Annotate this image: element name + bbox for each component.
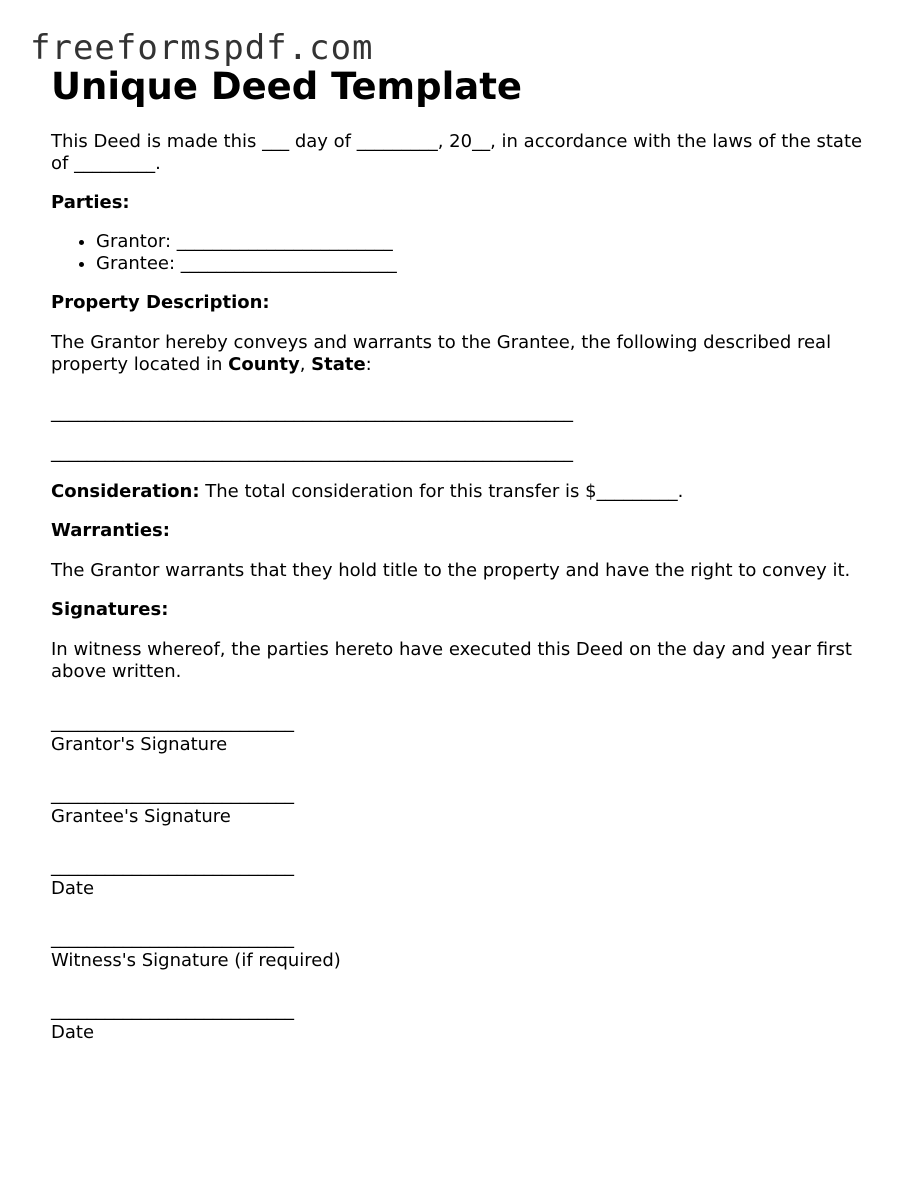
signatures-heading: Signatures: bbox=[51, 599, 169, 620]
signatures-paragraph: In witness whereof, the parties hereto have executed this Deed on the day and year first above written. bbox=[51, 639, 852, 682]
property-line-2: __________________________________________________________ bbox=[51, 442, 573, 463]
property-text: The Grantor hereby conveys and warrants to the Grantee, the following described real property located in bbox=[51, 332, 832, 375]
consideration-text: The total consideration for this transfer is $_________. bbox=[199, 481, 684, 502]
signature-block-grantor bbox=[51, 712, 881, 756]
signature-line: ___________________________ bbox=[51, 712, 294, 733]
parties-list bbox=[51, 231, 881, 275]
grantee-item: • Grantee: ________________________ bbox=[96, 253, 881, 275]
signature-label: Date bbox=[51, 878, 95, 899]
signature-block-witness bbox=[51, 928, 881, 972]
property-paragraph bbox=[51, 332, 881, 376]
watermark: freeformspdf.com bbox=[30, 28, 374, 68]
document-page bbox=[51, 64, 881, 1044]
signature-block-witness-date bbox=[51, 1000, 881, 1044]
property-heading: Property Description: bbox=[51, 292, 270, 313]
signature-label: Date bbox=[51, 1022, 95, 1043]
warranties-heading: Warranties: bbox=[51, 520, 170, 541]
grantor-item: • Grantor: ________________________ bbox=[96, 231, 881, 253]
signature-line: ___________________________ bbox=[51, 784, 294, 805]
signature-block-grantee bbox=[51, 784, 881, 828]
signature-label: Grantee's Signature bbox=[51, 806, 231, 827]
property-line-1: __________________________________________________________ bbox=[51, 402, 573, 423]
warranties-paragraph: The Grantor warrants that they hold title to the property and have the right to convey it. bbox=[51, 560, 851, 581]
signature-line: ___________________________ bbox=[51, 928, 294, 949]
parties-heading: Parties: bbox=[51, 192, 130, 213]
consideration-label: Consideration: bbox=[51, 481, 200, 502]
signature-line: ___________________________ bbox=[51, 856, 294, 877]
intro-paragraph: This Deed is made this ___ day of _________, 20__, in accordance with the laws of the state of _________. bbox=[51, 131, 863, 174]
signature-label: Witness's Signature (if required) bbox=[51, 950, 341, 971]
property-colon: : bbox=[365, 354, 372, 375]
state-label: State bbox=[311, 354, 366, 375]
consideration-paragraph bbox=[51, 481, 881, 503]
signature-line: ___________________________ bbox=[51, 1000, 294, 1021]
county-label: County bbox=[228, 354, 300, 375]
signature-label: Grantor's Signature bbox=[51, 734, 228, 755]
signature-block-date bbox=[51, 856, 881, 900]
page-title: Unique Deed Template bbox=[51, 65, 523, 108]
property-comma: , bbox=[299, 354, 312, 375]
